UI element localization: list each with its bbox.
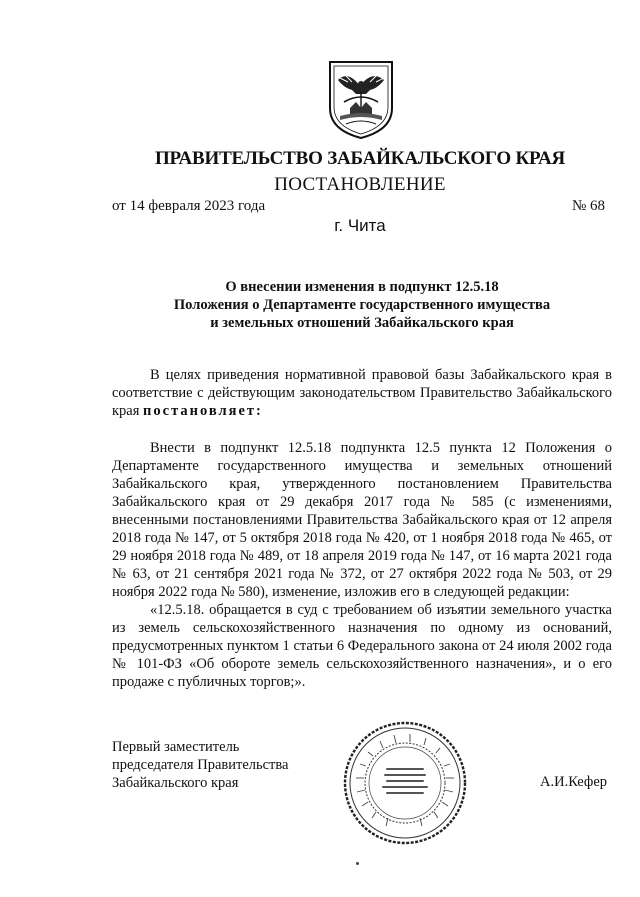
government-title: ПРАВИТЕЛЬСТВО ЗАБАЙКАЛЬСКОГО КРАЯ	[154, 148, 566, 169]
signer-line-2: председателя Правительства	[112, 757, 289, 773]
subject-line-2: Положения о Департаменте государственного имущества	[173, 297, 551, 313]
resolution-keyword: постановляет:	[143, 403, 263, 419]
preamble-paragraph	[112, 366, 612, 420]
signer-name: А.И.Кефер	[540, 774, 608, 790]
document-date: от 14 февраля 2023 года	[112, 198, 266, 214]
coat-of-arms-icon	[326, 58, 396, 140]
preamble-text: В целях приведения нормативной правовой базы Забайкальского края в соответствие с действующим законодательством Правительство Забайкальского края	[112, 367, 612, 419]
document-number: № 68	[572, 198, 606, 214]
subject-line-3: и земельных отношений Забайкальского края	[210, 315, 514, 331]
official-seal-icon	[340, 718, 470, 848]
amendment-paragraph: Внести в подпункт 12.5.18 подпункта 12.5 пункта 12 Положения о Департаменте государственного имущества и земельных отношений Забайкальского края, утвержденного постановлением Правительства Забайкальского края от 29 декабря 2017 года № 585 (с изменениями, внесенными постановлениями Правительства Забайкальского края от 12 апреля 2018 года № 147, от 5 октября 2018 года № 420, от 1 ноября 2018 года № 465, от 29 ноября 2018 года № 489, от 18 апреля 2019 года № 147, от 16 марта 2021 года № 63, от 21 сентября 2021 года № 372, от 27 октября 2022 года № 503, от 29 ноября 2022 года № 580), изменение, изложив его в следующей редакции:	[112, 440, 612, 600]
document-body	[112, 366, 612, 691]
document-city: г. Чита	[334, 216, 386, 235]
subject-line-1: О внесении изменения в подпункт 12.5.18	[225, 279, 499, 295]
document-subject	[112, 278, 612, 332]
new-wording-paragraph: «12.5.18. обращается в суд с требованием об изъятии земельного участка из земель сельскохозяйственного назначения по одному из оснований, предусмотренных пунктом 1 статьи 6 Федерального закона от 24 июля 2002 года № 101-ФЗ «Об обороте земель сельскохозяйственного назначения», и о его продаже с публичных торгов;».	[112, 602, 612, 690]
page-mark	[356, 862, 359, 865]
signer-line-1: Первый заместитель	[112, 739, 240, 755]
signer-title	[112, 738, 288, 792]
signer-line-3: Забайкальского края	[112, 775, 239, 791]
document-type: ПОСТАНОВЛЕНИЕ	[274, 174, 446, 195]
